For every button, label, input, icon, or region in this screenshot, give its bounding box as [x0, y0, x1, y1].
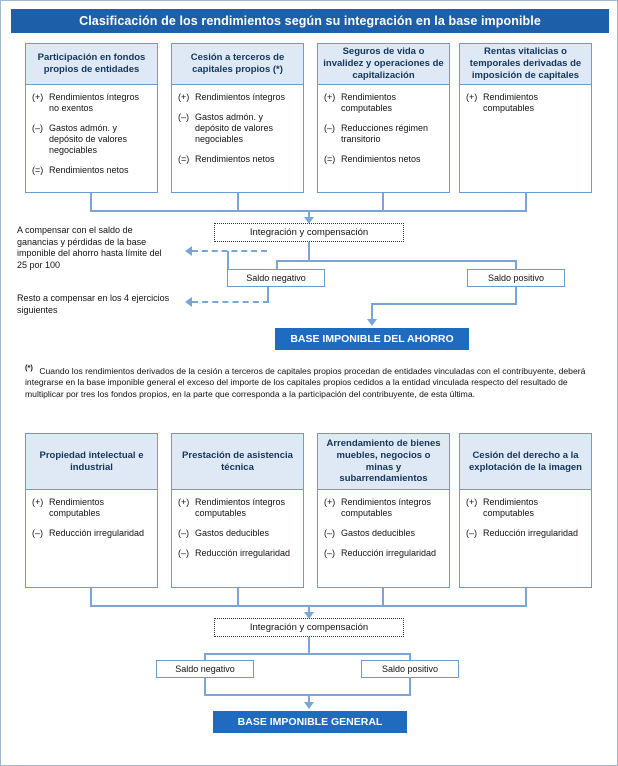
item-text: Gastos admón. y depósito de valores negociables [49, 122, 128, 155]
savings-saldo-negativo-label: Saldo negativo [246, 273, 306, 283]
sign: (–) [178, 111, 189, 122]
footnote-text: Cuando los rendimientos derivados de la cesión a terceros de capitales propios procedan de entidades vinculadas con el contribuyente, deberá integrarse en la base imponible general el exceso del importe de los capitales propios cedidos a la entidad vinculada respecto del resultado de multiplicar por tres los fondos propios, en la parte que corresponda a la participación del contribuyente, de esta última. [25, 365, 586, 400]
item-text: Gastos admón. y depósito de valores negociables [195, 111, 274, 144]
connector-vline [237, 588, 239, 606]
savings-result-label: BASE IMPONIBLE DEL AHORRO [290, 333, 454, 345]
item-text: Rendimientos netos [341, 153, 421, 164]
sign: (=) [324, 153, 336, 164]
sign: (+) [324, 92, 336, 102]
general-box-2 [171, 433, 304, 588]
list-item [178, 528, 297, 539]
arrow-left-icon [185, 297, 192, 307]
savings-box-4-header: Rentas vitalicias o temporales derivadas de imposición de capitales [460, 44, 591, 85]
savings-box-2-body [172, 85, 303, 171]
list-item [178, 112, 297, 145]
item-text: Rendimientos computables [483, 92, 539, 113]
general-box-4-body [460, 490, 591, 545]
arrow-left-icon [185, 246, 192, 256]
general-box-1 [25, 433, 158, 588]
general-result-label: BASE IMPONIBLE GENERAL [237, 716, 383, 728]
general-box-2-header: Prestación de asistencia técnica [172, 434, 303, 490]
connector-hline [276, 260, 517, 262]
connector-hline [371, 303, 517, 305]
connector-vline [515, 260, 517, 269]
savings-saldo-positivo [467, 269, 565, 287]
sign: (+) [178, 497, 190, 507]
list-item [178, 548, 297, 559]
connector-vline [267, 287, 269, 302]
item-text: Rendimientos netos [49, 164, 129, 175]
savings-box-3-header: Seguros de vida o invalidez y operaciones de capitalización [318, 44, 449, 85]
list-item [178, 92, 297, 103]
savings-box-4-body [460, 85, 591, 120]
list-item [324, 548, 443, 559]
arrow-down-icon [304, 702, 314, 709]
item-text: Gastos deducibles [341, 527, 416, 538]
general-saldo-positivo [361, 660, 459, 678]
savings-box-1-header: Participación en fondos propios de entidades [26, 44, 157, 85]
general-saldo-negativo [156, 660, 254, 678]
sign: (–) [466, 527, 477, 538]
item-text: Rendimientos íntegros no exentos [49, 92, 140, 113]
list-item [32, 123, 151, 156]
general-box-1-body [26, 490, 157, 545]
list-item [324, 123, 443, 145]
sign: (+) [32, 497, 44, 507]
item-text: Rendimientos íntegros computables [195, 497, 286, 518]
savings-note-left-2: Resto a compensar en los 4 ejercicios siguientes [17, 293, 170, 315]
item-text: Rendimientos íntegros [195, 92, 286, 102]
general-box-3-body [318, 490, 449, 565]
savings-note-left-1: A compensar con el saldo de ganancias y pérdidas de la base imponible del ahorro hasta límite del 25 por 100 [17, 225, 162, 271]
list-item [466, 92, 585, 114]
sign: (=) [178, 153, 190, 164]
item-text: Reducciones régimen transitorio [341, 122, 429, 144]
connector-vline [308, 242, 310, 261]
sign: (+) [466, 497, 478, 507]
savings-saldo-negativo [227, 269, 325, 287]
savings-result-bar [275, 328, 469, 350]
item-text: Rendimientos computables [341, 92, 397, 113]
connector-vline [515, 287, 517, 304]
general-box-2-body [172, 490, 303, 565]
list-item [178, 497, 297, 519]
savings-box-4 [459, 43, 592, 193]
connector-vline [90, 588, 92, 606]
savings-box-2-header: Cesión a terceros de capitales propios (*) [172, 44, 303, 85]
connector-vline [227, 251, 229, 269]
general-integration-label: Integración y compensación [249, 622, 369, 633]
savings-saldo-positivo-label: Saldo positivo [487, 273, 545, 283]
item-text: Reducción irregularidad [483, 527, 579, 538]
general-box-3 [317, 433, 450, 588]
sign: (+) [466, 92, 478, 102]
general-result-bar [213, 711, 407, 733]
footnote-mark: (*) [25, 363, 33, 372]
sign: (–) [32, 122, 43, 133]
sign: (=) [32, 164, 44, 175]
connector-dashed [192, 250, 267, 252]
list-item [32, 165, 151, 176]
page-title: Clasificación de los rendimientos según su integración en la base imponible [11, 9, 609, 33]
connector-vline [308, 637, 310, 654]
connector-vline [382, 588, 384, 606]
connector-vline [237, 193, 239, 211]
sign: (–) [324, 527, 335, 538]
arrow-down-icon [367, 319, 377, 326]
connector-vline [525, 193, 527, 211]
connector-vline [276, 260, 278, 269]
savings-integration-label: Integración y compensación [249, 227, 369, 238]
savings-integration-box [214, 223, 404, 242]
general-box-4-header: Cesión del derecho a la explotación de la imagen [460, 434, 591, 490]
general-box-4 [459, 433, 592, 588]
sign: (–) [32, 527, 43, 538]
general-box-1-header: Propiedad intelectual e industrial [26, 434, 157, 490]
general-box-3-header: Arrendamiento de bienes muebles, negocios o minas y subarrendamientos [318, 434, 449, 490]
general-integration-box [214, 618, 404, 637]
connector-vline [409, 678, 411, 695]
savings-box-1 [25, 43, 158, 193]
sign: (+) [324, 497, 336, 507]
item-text: Reducción irregularidad [341, 547, 437, 558]
sign: (–) [178, 527, 189, 538]
list-item [32, 92, 151, 114]
item-text: Reducción irregularidad [49, 527, 145, 538]
connector-vline [382, 193, 384, 211]
item-text: Gastos deducibles [195, 527, 270, 538]
list-item [466, 497, 585, 519]
item-text: Rendimientos íntegros computables [341, 497, 432, 518]
connector-vline [525, 588, 527, 606]
sign: (+) [32, 92, 44, 102]
connector-hline [204, 653, 411, 655]
list-item [324, 154, 443, 165]
item-text: Rendimientos netos [195, 153, 275, 164]
list-item [178, 154, 297, 165]
item-text: Rendimientos computables [49, 497, 105, 518]
connector-dashed [192, 301, 269, 303]
footnote [25, 363, 597, 401]
sign: (–) [324, 122, 335, 133]
general-saldo-positivo-label: Saldo positivo [381, 664, 439, 674]
sign: (–) [324, 547, 335, 558]
list-item [324, 92, 443, 114]
list-item [32, 528, 151, 539]
item-text: Rendimientos computables [483, 497, 539, 518]
list-item [32, 497, 151, 519]
list-item [324, 528, 443, 539]
connector-vline [90, 193, 92, 211]
savings-box-1-body [26, 85, 157, 182]
connector-vline [204, 678, 206, 695]
list-item [466, 528, 585, 539]
sign: (–) [178, 547, 189, 558]
savings-box-3-body [318, 85, 449, 171]
item-text: Reducción irregularidad [195, 547, 291, 558]
sign: (+) [178, 92, 190, 102]
savings-box-3 [317, 43, 450, 193]
general-saldo-negativo-label: Saldo negativo [175, 664, 235, 674]
savings-box-2 [171, 43, 304, 193]
list-item [324, 497, 443, 519]
